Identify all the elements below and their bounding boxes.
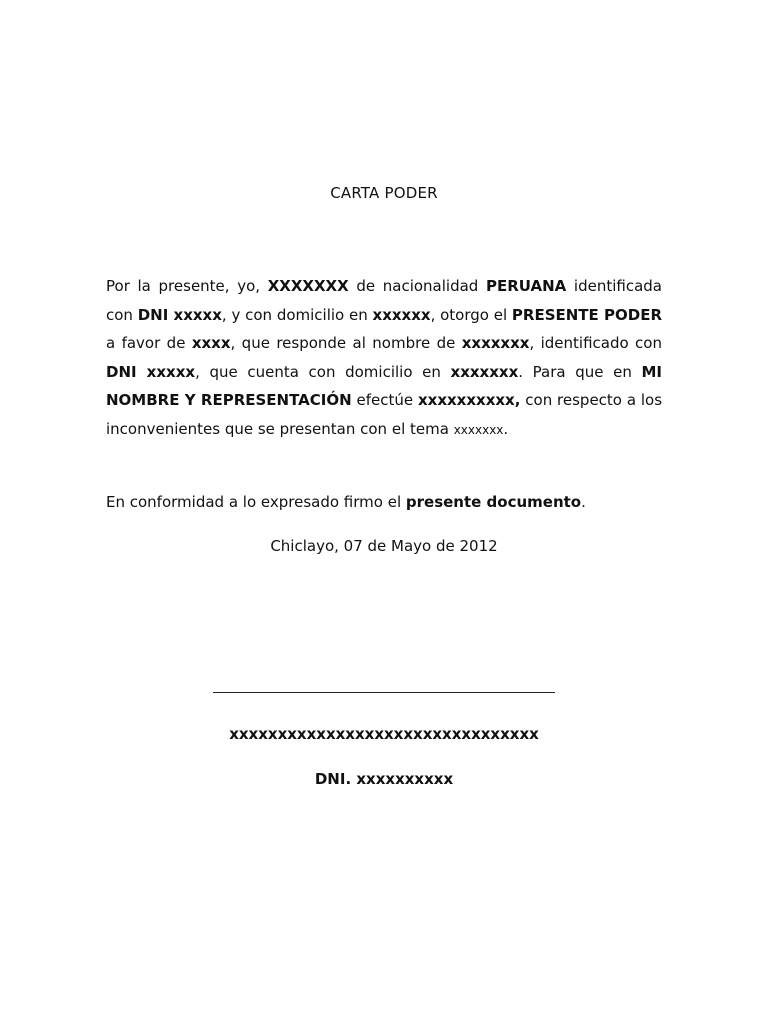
grantee-ref: xxxx <box>191 334 231 353</box>
present-power: PRESENTE PODER <box>511 305 663 324</box>
signature-line <box>213 692 555 693</box>
representation-phrase: MI NOMBRE Y REPRESENTACIÓN <box>106 362 662 410</box>
grantor-dni: DNI xxxxx <box>137 305 222 324</box>
text-segment: , otorgo el <box>430 305 512 324</box>
text-segment: Por la presente, yo, <box>106 277 268 295</box>
grantee-dni: DNI xxxxx <box>106 362 196 381</box>
text-segment: , identificado con <box>529 334 662 353</box>
text-segment: a favor de <box>106 334 192 353</box>
nationality: PERUANA <box>485 277 567 295</box>
place-date: Chiclayo, 07 de Mayo de 2012 <box>270 537 498 555</box>
topic-placeholder: xxxxxxx <box>453 422 504 437</box>
text-segment: En conformidad a lo expresado firmo el <box>106 493 406 511</box>
grantor-name: XXXXXXX <box>267 277 349 295</box>
text-segment: , que responde al nombre de <box>230 334 462 353</box>
body-paragraph <box>106 272 662 445</box>
present-document-phrase: presente documento <box>405 493 582 511</box>
grantee-name: xxxxxxx <box>461 334 530 353</box>
action-placeholder: xxxxxxxxxx, <box>417 391 521 410</box>
text-segment: efectúe <box>351 391 418 410</box>
signer-name: xxxxxxxxxxxxxxxxxxxxxxxxxxxxxxxx <box>229 725 539 743</box>
conformity-statement <box>106 490 662 514</box>
grantor-address: xxxxxx <box>372 305 431 324</box>
text-segment: . <box>581 493 586 511</box>
text-segment: de nacionalidad <box>348 277 486 295</box>
text-segment: , que cuenta con domicilio en <box>195 362 451 381</box>
text-segment: , y con domicilio en <box>221 305 373 324</box>
text-segment: con respecto a los inconvenientes que se presentan con el tema <box>106 391 663 438</box>
signer-dni: DNI. xxxxxxxxxx <box>314 770 454 788</box>
text-segment: identificada con <box>106 277 662 324</box>
grantee-address: xxxxxxx <box>450 362 519 381</box>
document-title: CARTA PODER <box>330 184 438 202</box>
text-segment: . Para que en <box>518 362 642 381</box>
text-segment: . <box>503 419 509 438</box>
